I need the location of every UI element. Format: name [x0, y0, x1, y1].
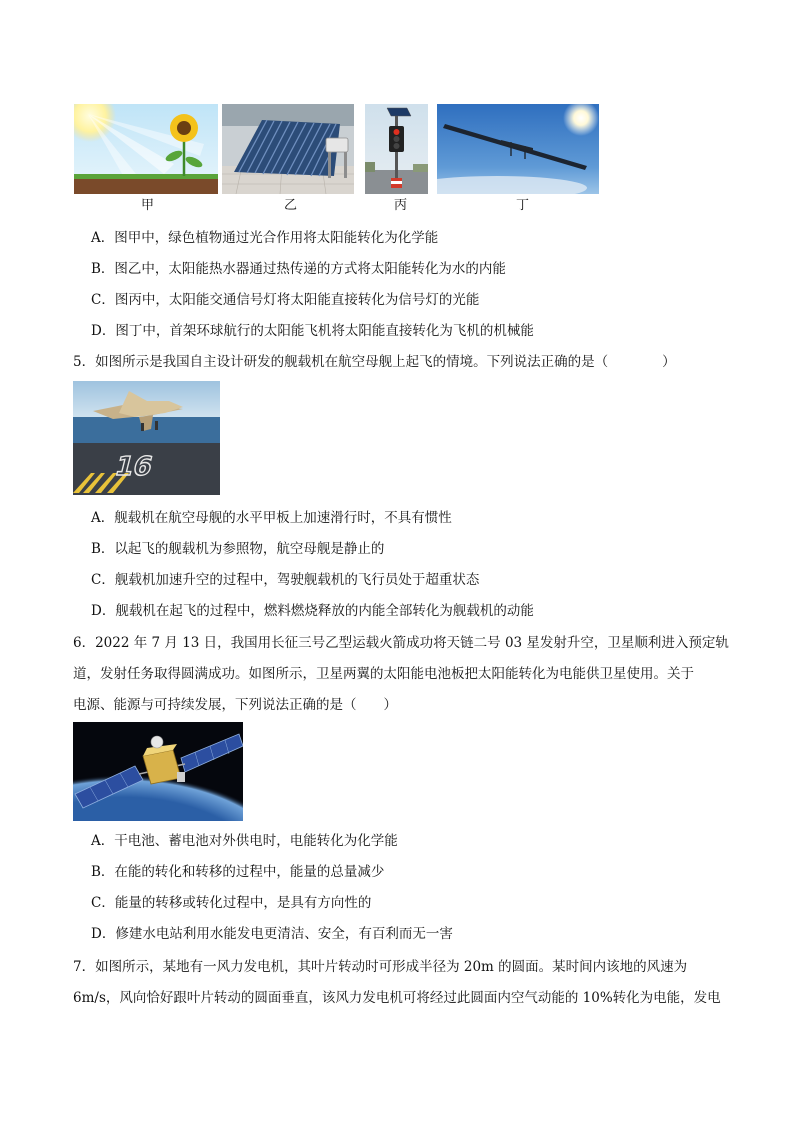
q6-option-b: B．在能的转化和转移的过程中，能量的总量减少	[91, 864, 385, 880]
q5-stem: 5．如图所示是我国自主设计研发的舰载机在航空母舰上起飞的情境。下列说法正确的是（ ）	[73, 354, 676, 370]
figure-solar-plane	[437, 104, 599, 194]
deck-number-16: 16	[111, 451, 156, 482]
figure-caption-ding: 丁	[516, 198, 530, 213]
figure-carrier-jet	[73, 381, 220, 495]
q5-option-c: C．舰载机加速升空的过程中，驾驶舰载机的飞行员处于超重状态	[91, 572, 480, 588]
q6-option-d: D．修建水电站利用水能发电更清洁、安全，有百利而无一害	[91, 926, 453, 942]
q6-stem-line-3: 电源、能源与可持续发展，下列说法正确的是（ ）	[73, 697, 397, 713]
figure-solar-traffic-light	[365, 104, 428, 194]
q6-option-a: A．干电池、蓄电池对外供电时，电能转化为化学能	[91, 833, 398, 849]
q6-stem-line-1: 6．2022 年 7 月 13 日，我国用长征三号乙型运载火箭成功将天链二号 03 星发射升空，卫星顺利进入预定轨	[73, 635, 729, 651]
q4-option-c: C．图丙中，太阳能交通信号灯将太阳能直接转化为信号灯的光能	[91, 292, 480, 308]
q4-option-d: D．图丁中，首架环球航行的太阳能飞机将太阳能直接转化为飞机的机械能	[91, 323, 534, 339]
figure-caption-jia: 甲	[141, 198, 155, 213]
q4-option-b: B．图乙中，太阳能热水器通过热传递的方式将太阳能转化为水的内能	[91, 261, 506, 277]
figure-caption-bing: 丙	[394, 198, 408, 213]
q7-stem-line-2: 6m/s，风向恰好跟叶片转动的圆面垂直，该风力发电机可将经过此圆面内空气动能的 10%转化为电能，发电	[73, 990, 721, 1006]
figure-solar-water-heater	[222, 104, 354, 194]
q5-option-d: D．舰载机在起飞的过程中，燃料燃烧释放的内能全部转化为舰载机的动能	[91, 603, 534, 619]
q5-option-b: B．以起飞的舰载机为参照物，航空母舰是静止的	[91, 541, 385, 557]
figure-sunflower-photosynthesis	[74, 104, 218, 194]
q5-option-a: A．舰载机在航空母舰的水平甲板上加速滑行时，不具有惯性	[91, 510, 452, 526]
q4-option-a: A．图甲中，绿色植物通过光合作用将太阳能转化为化学能	[91, 230, 439, 246]
q7-stem-line-1: 7．如图所示，某地有一风力发电机，其叶片转动时可形成半径为 20m 的圆面。某时间内该地的风速为	[73, 959, 688, 975]
figure-satellite	[73, 722, 243, 821]
figure-caption-yi: 乙	[284, 198, 298, 213]
q6-option-c: C．能量的转移或转化过程中，是具有方向性的	[91, 895, 372, 911]
q6-stem-line-2: 道，发射任务取得圆满成功。如图所示，卫星两翼的太阳能电池板把太阳能转化为电能供卫星使用。关于	[73, 666, 694, 682]
